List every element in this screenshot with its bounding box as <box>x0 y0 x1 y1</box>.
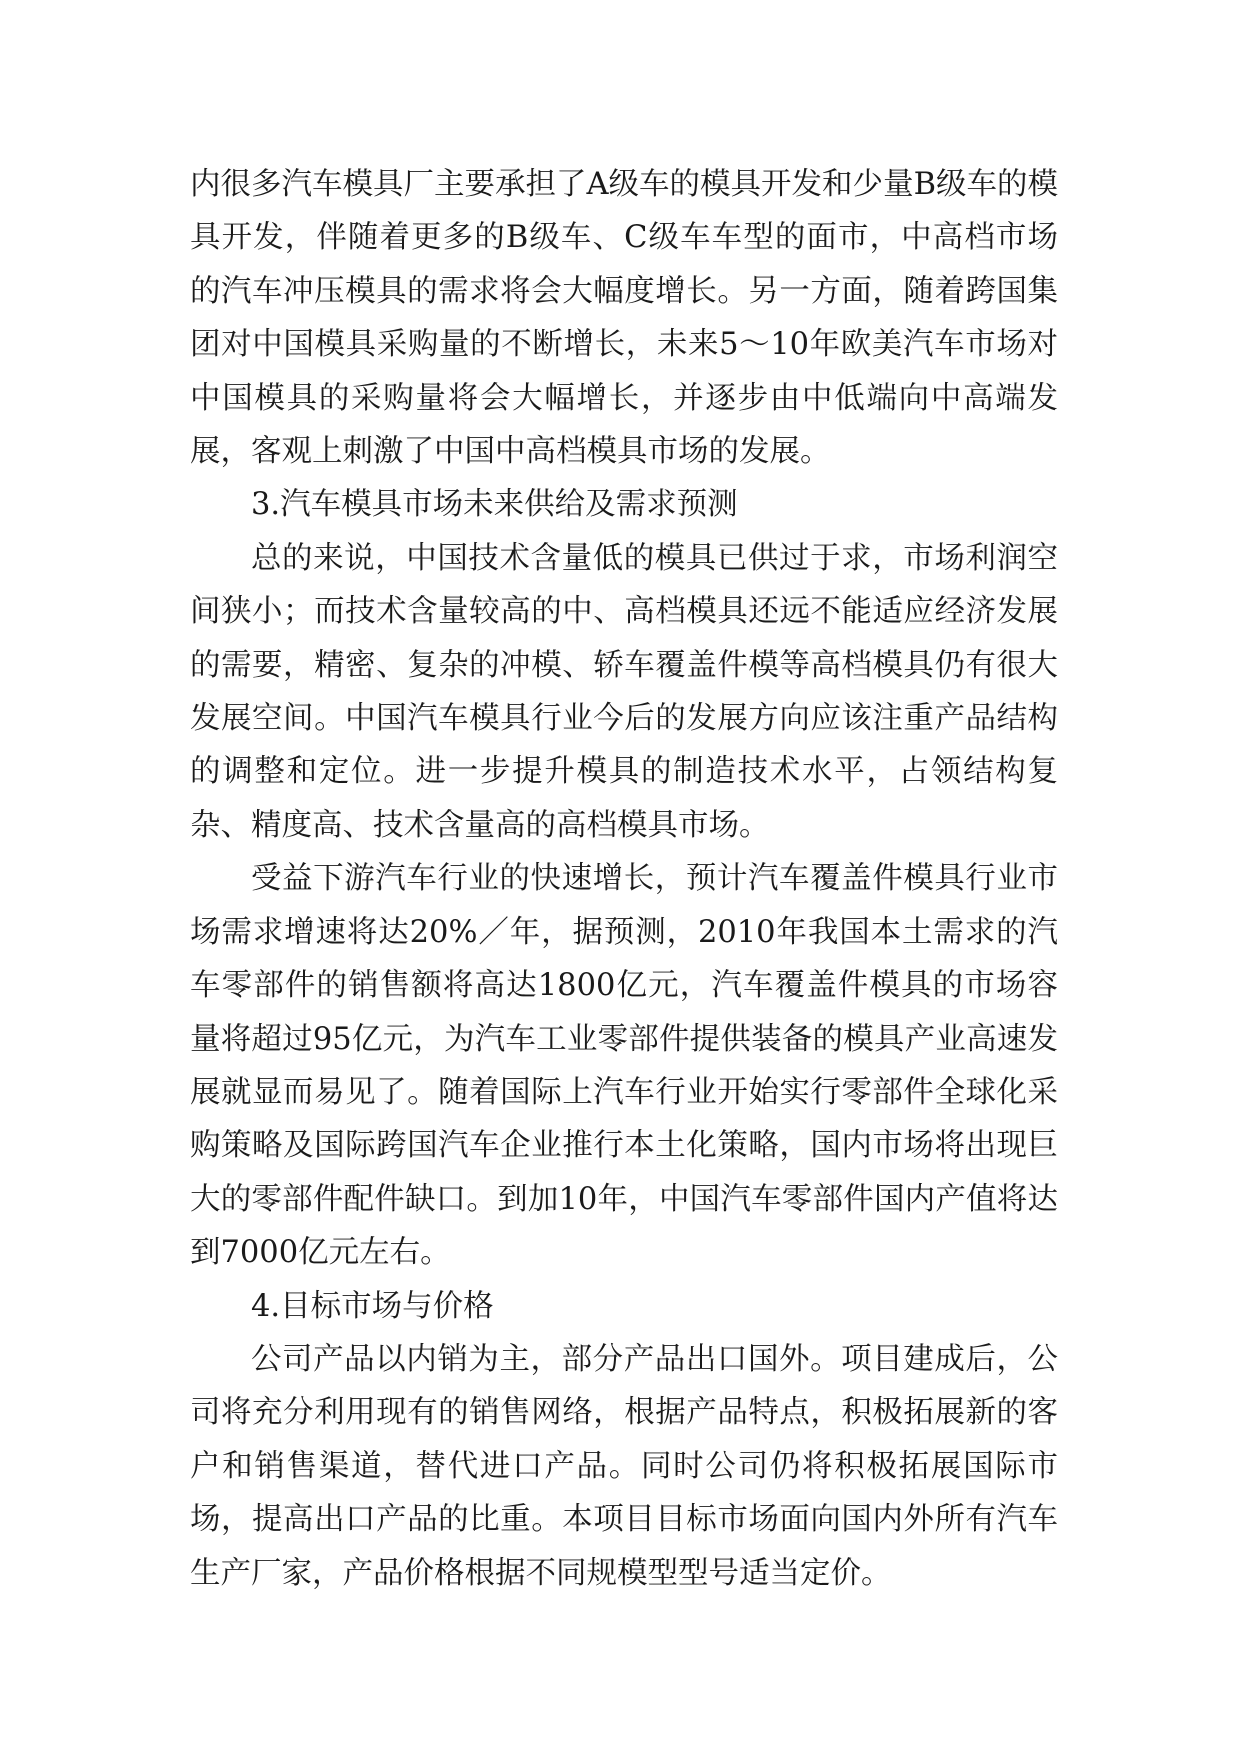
paragraph-forecast: 受益下游汽车行业的快速增长，预计汽车覆盖件模具行业市场需求增速将达20%／年，据预测，2010年我国本土需求的汽车零部件的销售额将高达1800亿元，汽车覆盖件模具的市场容量将超过95亿元，为汽车工业零部件提供装备的模具产业高速发展就显而易见了。随着国际上汽车行业开始实行零部件全球化采购策略及国际跨国汽车企业推行本土化策略，国内市场将出现巨大的零部件配件缺口。到加10年，中国汽车零部件国内产值将达到7000亿元左右。 <box>190 861 1058 1271</box>
section-heading-3: 3.汽车模具市场未来供给及需求预测 <box>251 487 738 523</box>
paragraph-target-market: 公司产品以内销为主，部分产品出口国外。项目建成后，公司将充分利用现有的销售网络，根据产品特点，积极拓展新的客户和销售渠道，替代进口产品。同时公司仍将积极拓展国际市场，提高出口产品的比重。本项目目标市场面向国内外所有汽车生产厂家，产品价格根据不同规模型型号适当定价。 <box>190 1341 1058 1591</box>
paragraph-continuation: 内很多汽车模具厂主要承担了A级车的模具开发和少量B级车的模具开发，伴随着更多的B级车、C级车车型的面市，中高档市场的汽车冲压模具的需求将会大幅度增长。另一方面，随着跨国集团对中国模具采购量的不断增长，未来5～10年欧美汽车市场对中国模具的采购量将会大幅增长，并逐步由中低端向中高端发展，客观上刺激了中国中高档模具市场的发展。 <box>190 167 1058 470</box>
document-body <box>190 158 1058 1600</box>
section-heading-4: 4.目标市场与价格 <box>251 1288 494 1324</box>
paragraph-supply-demand: 总的来说，中国技术含量低的模具已供过于求，市场利润空间狭小；而技术含量较高的中、高档模具还远不能适应经济发展的需要，精密、复杂的冲模、轿车覆盖件模等高档模具仍有很大发展空间。中国汽车模具行业今后的发展方向应该注重产品结构的调整和定位。进一步提升模具的制造技术水平，占领结构复杂、精度高、技术含量高的高档模具市场。 <box>190 540 1058 843</box>
